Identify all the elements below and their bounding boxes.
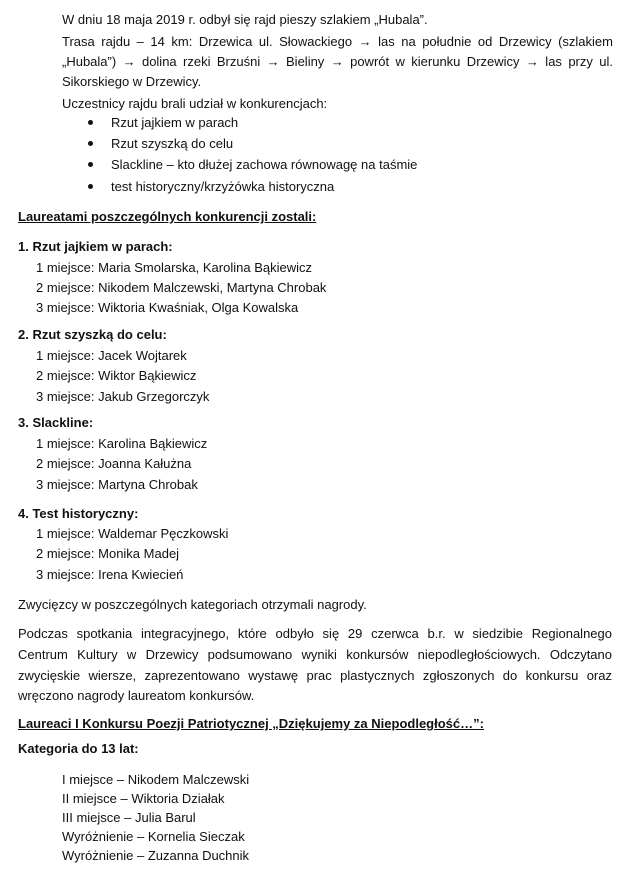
competition-item: test historyczny/krzyżówka historyczna [111,179,335,194]
category-entry: Wyróżnienie – Zuzanna Duchnik [62,848,250,863]
result-place: 1 miejsce: Waldemar Pęczkowski [36,526,229,541]
result-group-title: 2. Rzut szyszką do celu: [18,327,167,342]
result-place: 3 miejsce: Irena Kwiecień [36,567,184,582]
result-place: 1 miejsce: Jacek Wojtarek [36,348,187,363]
poetry-heading: Laureaci I Konkursu Poezji Patriotycznej „Dziękujemy za Niepodległość…”: [18,716,484,731]
intro-line: W dniu 18 maja 2019 r. odbył się rajd pieszy szlakiem „Hubala”. [62,12,428,27]
category-entry: II miejsce – Wiktoria Działak [62,791,225,806]
result-place: 2 miejsce: Monika Madej [36,546,180,561]
route-line-2: „Hubala”) → dolina rzeki Brzuśni → Bieliny → powrót w kierunku Drzewicy → las przy ul. [62,54,613,69]
category-heading: Kategoria do 13 lat: [18,741,139,756]
category-entry: Wyróżnienie – Kornelia Sieczak [62,829,245,844]
bullet-icon [88,184,93,189]
result-group-title: 4. Test historyczny: [18,506,139,521]
result-group-title: 3. Slackline: [18,415,94,430]
category-entry: III miejsce – Julia Barul [62,810,196,825]
category-entry: I miejsce – Nikodem Malczewski [62,772,250,787]
competition-item: Rzut jajkiem w parach [111,115,239,130]
result-place: 2 miejsce: Wiktor Bąkiewicz [36,368,197,383]
result-place: 3 miejsce: Martyna Chrobak [36,477,198,492]
result-place: 3 miejsce: Jakub Grzegorczyk [36,389,210,404]
result-place: 1 miejsce: Karolina Bąkiewicz [36,436,208,451]
bullet-icon [88,162,93,167]
result-group-title: 1. Rzut jajkiem w parach: [18,239,173,254]
result-place: 2 miejsce: Nikodem Malczewski, Martyna Chrobak [36,280,327,295]
meeting-line: zwycięskie wiersze, zaprezentowano wystawę prac plastycznych zgłoszonych do konkursu oraz [18,668,612,683]
bullet-icon [88,120,93,125]
result-place: 2 miejsce: Joanna Kałużna [36,456,192,471]
meeting-line: Centrum Kultury w Drzewicy podsumowano wyniki konkursów niepodległościowych. Odczytano [18,647,612,662]
competition-item: Rzut szyszką do celu [111,136,234,151]
result-place: 1 miejsce: Maria Smolarska, Karolina Bąkiewicz [36,260,312,275]
route-line-1: Trasa rajdu – 14 km: Drzewica ul. Słowackiego → las na południe od Drzewicy (szlakiem [62,34,613,49]
laureates-heading: Laureatami poszczególnych konkurencji zostali: [18,209,317,224]
competition-item: Slackline – kto dłużej zachowa równowagę na taśmie [111,157,418,172]
meeting-line: Podczas spotkania integracyjnego, które odbyło się 29 czerwca b.r. w siedzibie Regionalnego [18,626,612,641]
participants-line: Uczestnicy rajdu brali udział w konkurencjach: [62,96,328,111]
route-line-3: Sikorskiego w Drzewicy. [62,74,202,89]
result-place: 3 miejsce: Wiktoria Kwaśniak, Olga Kowalska [36,300,299,315]
bullet-icon [88,141,93,146]
meeting-line: wręczono nagrody laureatom konkursów. [18,688,255,703]
winners-note: Zwycięzcy w poszczególnych kategoriach otrzymali nagrody. [18,597,367,612]
